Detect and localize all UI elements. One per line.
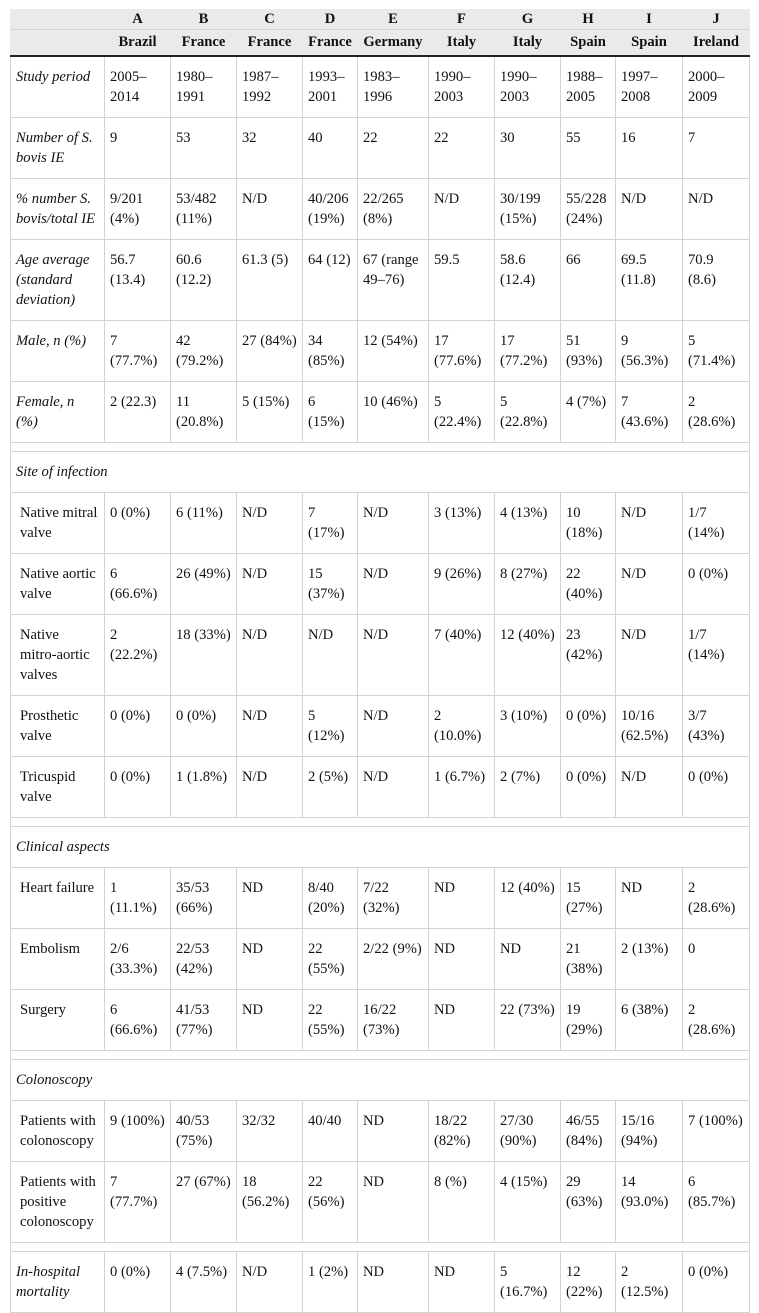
table-cell: 5 (71.4%) bbox=[683, 321, 750, 382]
table-cell: ND bbox=[429, 868, 495, 929]
table-cell: ND bbox=[358, 1162, 429, 1243]
table-cell: 12 (40%) bbox=[495, 868, 561, 929]
table-cell: 0 (0%) bbox=[105, 696, 171, 757]
table-cell: 2/6 (33.3%) bbox=[105, 929, 171, 990]
table-cell: ND bbox=[358, 1101, 429, 1162]
table-cell: 23 (42%) bbox=[561, 615, 616, 696]
table-cell: 1 (2%) bbox=[303, 1252, 358, 1313]
table-cell: 10/16 (62.5%) bbox=[616, 696, 683, 757]
table-cell: 1983–1996 bbox=[358, 56, 429, 118]
table-row bbox=[11, 56, 750, 118]
table-body bbox=[11, 56, 750, 1313]
table-cell: 6 (85.7%) bbox=[683, 1162, 750, 1243]
table-row bbox=[11, 757, 750, 818]
column-country: Italy bbox=[495, 30, 561, 57]
table-cell: 34 (85%) bbox=[303, 321, 358, 382]
section-header-row bbox=[11, 452, 750, 493]
table-cell: 22/53 (42%) bbox=[171, 929, 237, 990]
table-cell: 14 (93.0%) bbox=[616, 1162, 683, 1243]
table-cell: 58.6 (12.4) bbox=[495, 240, 561, 321]
table-cell: 12 (40%) bbox=[495, 615, 561, 696]
table-cell: 8 (%) bbox=[429, 1162, 495, 1243]
table-cell: 1 (11.1%) bbox=[105, 868, 171, 929]
table-cell: 17 (77.2%) bbox=[495, 321, 561, 382]
column-country: France bbox=[303, 30, 358, 57]
table-cell: ND bbox=[237, 868, 303, 929]
table-cell: 5 (15%) bbox=[237, 382, 303, 443]
row-label: Age average (standard deviation) bbox=[11, 240, 105, 321]
table-cell: 40/53 (75%) bbox=[171, 1101, 237, 1162]
table-cell: 1980–1991 bbox=[171, 56, 237, 118]
table-cell: N/D bbox=[237, 1252, 303, 1313]
table-cell: 1993–2001 bbox=[303, 56, 358, 118]
table-cell: 55 bbox=[561, 118, 616, 179]
table-cell: 1/7 (14%) bbox=[683, 615, 750, 696]
table-cell: 7 bbox=[683, 118, 750, 179]
table-cell: 2 (28.6%) bbox=[683, 382, 750, 443]
row-label: Heart failure bbox=[11, 868, 105, 929]
table-cell: N/D bbox=[616, 757, 683, 818]
table-cell: 12 (22%) bbox=[561, 1252, 616, 1313]
table-cell: 6 (66.6%) bbox=[105, 990, 171, 1051]
table-cell: 9 bbox=[105, 118, 171, 179]
table-cell: 2/22 (9%) bbox=[358, 929, 429, 990]
table-cell: N/D bbox=[616, 615, 683, 696]
table-cell: 2 (22.3) bbox=[105, 382, 171, 443]
table-cell: 22/265 (8%) bbox=[358, 179, 429, 240]
table-cell: 40/206 (19%) bbox=[303, 179, 358, 240]
column-letter: E bbox=[358, 9, 429, 30]
column-country: Germany bbox=[358, 30, 429, 57]
table-cell: 2 (13%) bbox=[616, 929, 683, 990]
table-cell: 19 (29%) bbox=[561, 990, 616, 1051]
column-country: Brazil bbox=[105, 30, 171, 57]
table-cell: 2 (12.5%) bbox=[616, 1252, 683, 1313]
column-country: France bbox=[237, 30, 303, 57]
table-cell: 18 (56.2%) bbox=[237, 1162, 303, 1243]
table-cell: 1987–1992 bbox=[237, 56, 303, 118]
spacer-cell bbox=[11, 443, 750, 452]
table-cell: 46/55 (84%) bbox=[561, 1101, 616, 1162]
table-cell: 61.3 (5) bbox=[237, 240, 303, 321]
table-cell: 5 (22.8%) bbox=[495, 382, 561, 443]
table-cell: N/D bbox=[616, 493, 683, 554]
table-cell: 4 (7.5%) bbox=[171, 1252, 237, 1313]
table-wrapper bbox=[10, 9, 749, 1313]
row-label: Male, n (%) bbox=[11, 321, 105, 382]
table-cell: 29 (63%) bbox=[561, 1162, 616, 1243]
section-header-row bbox=[11, 1060, 750, 1101]
header-country-row bbox=[11, 30, 750, 57]
table-cell: 0 (0%) bbox=[171, 696, 237, 757]
table-cell: 16 bbox=[616, 118, 683, 179]
table-cell: 0 (0%) bbox=[683, 757, 750, 818]
table-row bbox=[11, 615, 750, 696]
table-row bbox=[11, 868, 750, 929]
table-cell: 6 (15%) bbox=[303, 382, 358, 443]
table-cell: 7 (77.7%) bbox=[105, 1162, 171, 1243]
row-label: Patients with colonoscopy bbox=[11, 1101, 105, 1162]
column-letter: H bbox=[561, 9, 616, 30]
column-country: France bbox=[171, 30, 237, 57]
table-cell: 32/32 bbox=[237, 1101, 303, 1162]
table-cell: 9 (100%) bbox=[105, 1101, 171, 1162]
table-cell: 1 (6.7%) bbox=[429, 757, 495, 818]
column-letter: F bbox=[429, 9, 495, 30]
table-cell: 8/40 (20%) bbox=[303, 868, 358, 929]
table-cell: 9 (26%) bbox=[429, 554, 495, 615]
column-country: Italy bbox=[429, 30, 495, 57]
column-country: Spain bbox=[561, 30, 616, 57]
table-cell: 10 (46%) bbox=[358, 382, 429, 443]
table-cell: 9 (56.3%) bbox=[616, 321, 683, 382]
table-row bbox=[11, 118, 750, 179]
table-cell: 5 (22.4%) bbox=[429, 382, 495, 443]
row-label: Native mitral valve bbox=[11, 493, 105, 554]
table-cell: N/D bbox=[616, 554, 683, 615]
table-cell: ND bbox=[616, 868, 683, 929]
column-letter: I bbox=[616, 9, 683, 30]
table-row bbox=[11, 1162, 750, 1243]
table-cell: 7 (77.7%) bbox=[105, 321, 171, 382]
table-cell: 30/199 (15%) bbox=[495, 179, 561, 240]
table-cell: ND bbox=[429, 990, 495, 1051]
spacer-cell bbox=[11, 1243, 750, 1252]
table-cell: 4 (7%) bbox=[561, 382, 616, 443]
table-cell: 9/201 (4%) bbox=[105, 179, 171, 240]
table-cell: N/D bbox=[237, 615, 303, 696]
table-cell: N/D bbox=[358, 696, 429, 757]
table-cell: 3/7 (43%) bbox=[683, 696, 750, 757]
column-country: Ireland bbox=[683, 30, 750, 57]
table-cell: 6 (38%) bbox=[616, 990, 683, 1051]
table-cell: 17 (77.6%) bbox=[429, 321, 495, 382]
table-cell: 26 (49%) bbox=[171, 554, 237, 615]
table-cell: 3 (10%) bbox=[495, 696, 561, 757]
header-letter-row bbox=[11, 9, 750, 30]
column-country: Spain bbox=[616, 30, 683, 57]
table-cell: 67 (range 49–76) bbox=[358, 240, 429, 321]
table-cell: N/D bbox=[358, 554, 429, 615]
table-cell: 1988–2005 bbox=[561, 56, 616, 118]
row-label: Patients with positive colonoscopy bbox=[11, 1162, 105, 1243]
row-label: Surgery bbox=[11, 990, 105, 1051]
table-cell: 6 (11%) bbox=[171, 493, 237, 554]
table-cell: 22 bbox=[358, 118, 429, 179]
table-header bbox=[11, 9, 750, 56]
table-cell: 5 (12%) bbox=[303, 696, 358, 757]
sbovis-ie-studies-table bbox=[10, 9, 750, 1313]
row-label: % number S. bovis/total IE bbox=[11, 179, 105, 240]
table-cell: 1 (1.8%) bbox=[171, 757, 237, 818]
table-cell: 1/7 (14%) bbox=[683, 493, 750, 554]
table-cell: 32 bbox=[237, 118, 303, 179]
table-cell: 51 (93%) bbox=[561, 321, 616, 382]
table-cell: N/D bbox=[237, 696, 303, 757]
spacer-row bbox=[11, 1243, 750, 1252]
section-header-row bbox=[11, 827, 750, 868]
table-cell: 70.9 (8.6) bbox=[683, 240, 750, 321]
table-cell: 42 (79.2%) bbox=[171, 321, 237, 382]
table-cell: 22 (55%) bbox=[303, 990, 358, 1051]
table-cell: 1990–2003 bbox=[495, 56, 561, 118]
table-cell: 5 (16.7%) bbox=[495, 1252, 561, 1313]
table-cell: 7 (17%) bbox=[303, 493, 358, 554]
table-cell: N/D bbox=[237, 179, 303, 240]
table-cell: 16/22 (73%) bbox=[358, 990, 429, 1051]
table-cell: 27 (67%) bbox=[171, 1162, 237, 1243]
row-label: Native aortic valve bbox=[11, 554, 105, 615]
row-label: Number of S. bovis IE bbox=[11, 118, 105, 179]
column-letter: G bbox=[495, 9, 561, 30]
table-cell: N/D bbox=[237, 554, 303, 615]
table-cell: 7 (100%) bbox=[683, 1101, 750, 1162]
column-letter: B bbox=[171, 9, 237, 30]
table-cell: 7 (43.6%) bbox=[616, 382, 683, 443]
table-cell: 30 bbox=[495, 118, 561, 179]
table-cell: 0 (0%) bbox=[561, 757, 616, 818]
table-cell: N/D bbox=[358, 493, 429, 554]
row-label: In-hospital mortality bbox=[11, 1252, 105, 1313]
table-cell: 15 (27%) bbox=[561, 868, 616, 929]
table-cell: 41/53 (77%) bbox=[171, 990, 237, 1051]
row-label: Native mitro-aortic valves bbox=[11, 615, 105, 696]
table-cell: 0 (0%) bbox=[683, 554, 750, 615]
table-cell: 6 (66.6%) bbox=[105, 554, 171, 615]
table-cell: 12 (54%) bbox=[358, 321, 429, 382]
row-label: Study period bbox=[11, 56, 105, 118]
table-cell: 22 (73%) bbox=[495, 990, 561, 1051]
table-cell: 0 (0%) bbox=[561, 696, 616, 757]
table-cell: 22 (55%) bbox=[303, 929, 358, 990]
column-letter: J bbox=[683, 9, 750, 30]
table-cell: N/D bbox=[237, 493, 303, 554]
table-cell: 18/22 (82%) bbox=[429, 1101, 495, 1162]
row-label: Prosthetic valve bbox=[11, 696, 105, 757]
table-cell: 2000–2009 bbox=[683, 56, 750, 118]
table-cell: N/D bbox=[358, 757, 429, 818]
table-cell: 2 (22.2%) bbox=[105, 615, 171, 696]
table-cell: 22 (56%) bbox=[303, 1162, 358, 1243]
table-cell: 22 bbox=[429, 118, 495, 179]
table-row bbox=[11, 1101, 750, 1162]
table-cell: 53/482 (11%) bbox=[171, 179, 237, 240]
table-cell: 4 (15%) bbox=[495, 1162, 561, 1243]
table-cell: 55/228 (24%) bbox=[561, 179, 616, 240]
table-row bbox=[11, 493, 750, 554]
column-letter: D bbox=[303, 9, 358, 30]
table-cell: 40/40 bbox=[303, 1101, 358, 1162]
table-cell: 40 bbox=[303, 118, 358, 179]
spacer-row bbox=[11, 443, 750, 452]
table-cell: 69.5 (11.8) bbox=[616, 240, 683, 321]
table-cell: 18 (33%) bbox=[171, 615, 237, 696]
table-cell: 35/53 (66%) bbox=[171, 868, 237, 929]
table-cell: 11 (20.8%) bbox=[171, 382, 237, 443]
table-cell: 22 (40%) bbox=[561, 554, 616, 615]
table-row bbox=[11, 321, 750, 382]
section-label: Site of infection bbox=[11, 452, 750, 493]
table-cell: 0 (0%) bbox=[683, 1252, 750, 1313]
table-cell: 0 bbox=[683, 929, 750, 990]
table-cell: 8 (27%) bbox=[495, 554, 561, 615]
table-cell: 2 (7%) bbox=[495, 757, 561, 818]
table-row bbox=[11, 696, 750, 757]
table-cell: N/D bbox=[237, 757, 303, 818]
header-corner-cell bbox=[11, 9, 105, 30]
table-cell: N/D bbox=[358, 615, 429, 696]
table-cell: 53 bbox=[171, 118, 237, 179]
table-cell: 27/30 (90%) bbox=[495, 1101, 561, 1162]
table-cell: 4 (13%) bbox=[495, 493, 561, 554]
table-cell: N/D bbox=[303, 615, 358, 696]
table-cell: 7/22 (32%) bbox=[358, 868, 429, 929]
header-corner-cell bbox=[11, 30, 105, 57]
table-cell: ND bbox=[237, 929, 303, 990]
table-cell: 15 (37%) bbox=[303, 554, 358, 615]
table-row bbox=[11, 240, 750, 321]
spacer-cell bbox=[11, 818, 750, 827]
table-cell: 2005–2014 bbox=[105, 56, 171, 118]
table-cell: 0 (0%) bbox=[105, 493, 171, 554]
row-label: Tricuspid valve bbox=[11, 757, 105, 818]
table-cell: 1997–2008 bbox=[616, 56, 683, 118]
table-cell: ND bbox=[429, 929, 495, 990]
table-cell: N/D bbox=[429, 179, 495, 240]
table-row bbox=[11, 179, 750, 240]
table-cell: 2 (10.0%) bbox=[429, 696, 495, 757]
table-cell: 1990–2003 bbox=[429, 56, 495, 118]
column-letter: A bbox=[105, 9, 171, 30]
section-label: Colonoscopy bbox=[11, 1060, 750, 1101]
table-cell: ND bbox=[237, 990, 303, 1051]
table-cell: 56.7 (13.4) bbox=[105, 240, 171, 321]
table-cell: N/D bbox=[616, 179, 683, 240]
table-cell: ND bbox=[358, 1252, 429, 1313]
table-cell: 2 (28.6%) bbox=[683, 990, 750, 1051]
table-row bbox=[11, 929, 750, 990]
table-cell: 27 (84%) bbox=[237, 321, 303, 382]
spacer-cell bbox=[11, 1051, 750, 1060]
table-cell: 64 (12) bbox=[303, 240, 358, 321]
table-cell: 0 (0%) bbox=[105, 757, 171, 818]
table-row bbox=[11, 1252, 750, 1313]
table-cell: 2 (28.6%) bbox=[683, 868, 750, 929]
table-cell: ND bbox=[429, 1252, 495, 1313]
table-cell: 2 (5%) bbox=[303, 757, 358, 818]
table-cell: 3 (13%) bbox=[429, 493, 495, 554]
table-row bbox=[11, 990, 750, 1051]
column-letter: C bbox=[237, 9, 303, 30]
row-label: Embolism bbox=[11, 929, 105, 990]
table-cell: 10 (18%) bbox=[561, 493, 616, 554]
table-cell: 15/16 (94%) bbox=[616, 1101, 683, 1162]
table-cell: N/D bbox=[683, 179, 750, 240]
table-cell: 21 (38%) bbox=[561, 929, 616, 990]
table-cell: ND bbox=[495, 929, 561, 990]
spacer-row bbox=[11, 1051, 750, 1060]
table-row bbox=[11, 382, 750, 443]
spacer-row bbox=[11, 818, 750, 827]
table-cell: 0 (0%) bbox=[105, 1252, 171, 1313]
row-label: Female, n (%) bbox=[11, 382, 105, 443]
table-cell: 7 (40%) bbox=[429, 615, 495, 696]
table-cell: 59.5 bbox=[429, 240, 495, 321]
table-cell: 60.6 (12.2) bbox=[171, 240, 237, 321]
section-label: Clinical aspects bbox=[11, 827, 750, 868]
table-cell: 66 bbox=[561, 240, 616, 321]
table-row bbox=[11, 554, 750, 615]
